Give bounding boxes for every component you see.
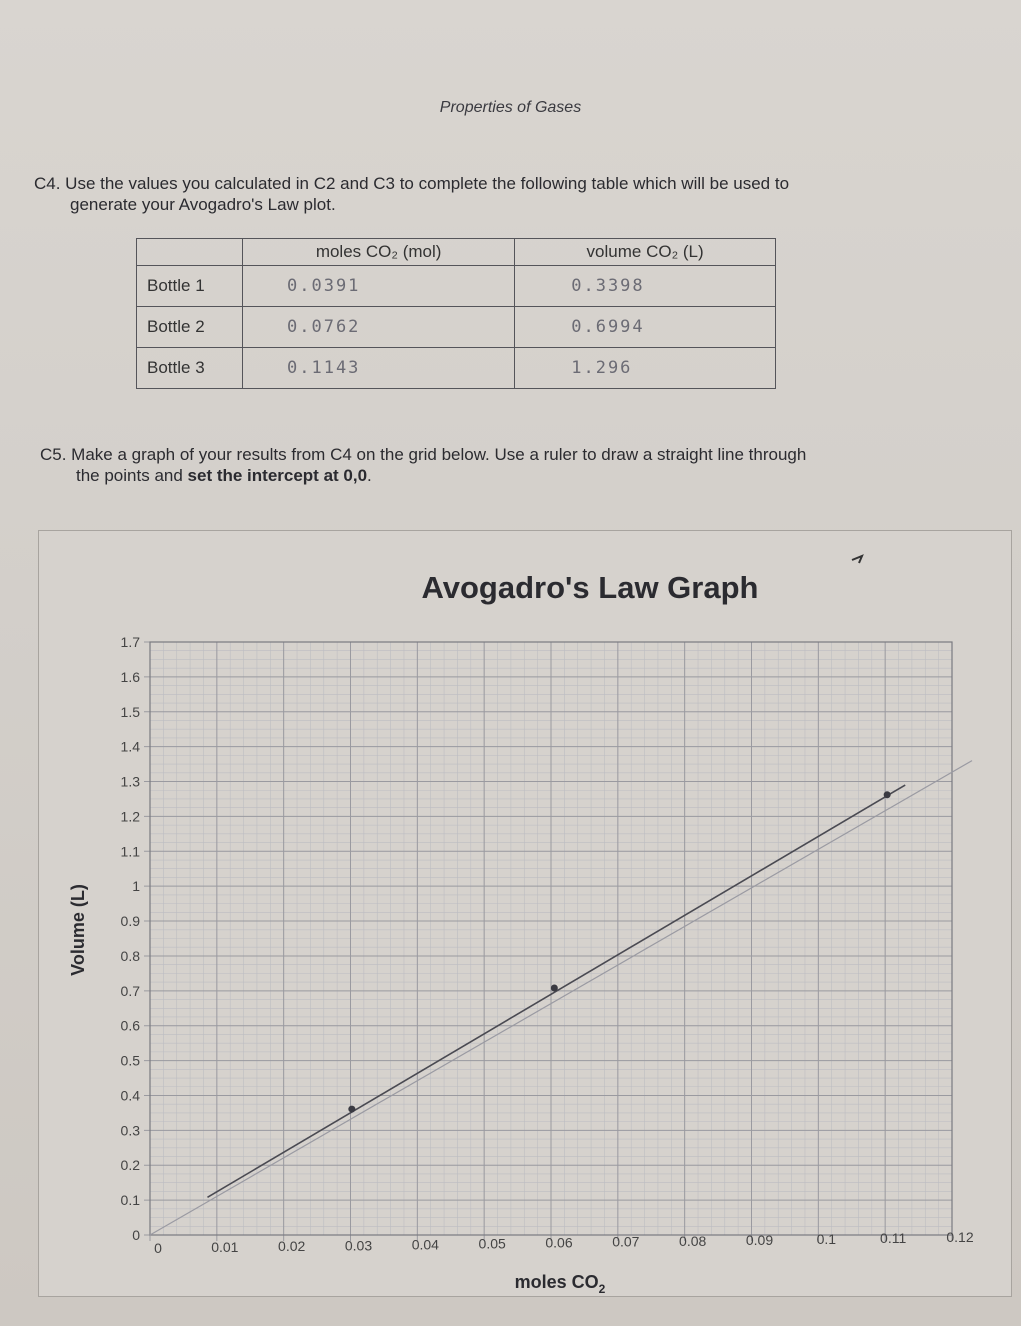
- x-tick-label: 0.12: [946, 1229, 974, 1246]
- x-tick-label: 0: [154, 1240, 162, 1256]
- y-tick-label: 0.5: [120, 1052, 140, 1069]
- question-c5-line2-pre: the points and: [76, 466, 188, 485]
- fit-lines: [150, 761, 972, 1235]
- chart-title: Avogadro's Law Graph: [421, 570, 759, 605]
- x-tick-label: 0.04: [411, 1236, 439, 1253]
- row-label: Bottle 2: [137, 307, 243, 348]
- y-tick-label: 0.8: [120, 947, 140, 964]
- question-c4-line2: generate your Avogadro's Law plot.: [70, 195, 336, 214]
- fit-line-faint: [150, 761, 972, 1235]
- data-point: [884, 791, 891, 798]
- y-tick-label: 1.4: [120, 738, 140, 755]
- y-tick-label: 0.6: [120, 1017, 140, 1034]
- y-tick-label: 0.3: [120, 1122, 140, 1139]
- y-tick-label: 0.4: [120, 1087, 140, 1104]
- volume-value: 0.6994: [515, 307, 776, 348]
- question-c5-line2-post: .: [367, 466, 372, 485]
- question-c5-emphasis: set the intercept at 0,0: [187, 466, 368, 485]
- y-tick-label: 1.1: [120, 843, 140, 860]
- question-c5-line1: C5. Make a graph of your results from C4 on the grid below. Use a ruler to draw a straight line through: [40, 445, 807, 464]
- x-tick-label: 0.01: [211, 1239, 239, 1256]
- y-tick-label: 1: [132, 878, 140, 895]
- moles-value: 0.0391: [243, 266, 515, 307]
- row-label: Bottle 1: [137, 266, 243, 307]
- row-label: Bottle 3: [137, 348, 243, 389]
- column-header-moles: moles CO₂ (mol): [243, 239, 515, 266]
- x-tick-labels: [154, 1229, 974, 1256]
- volume-value: 0.3398: [515, 266, 776, 307]
- y-tick-labels: [121, 634, 141, 1243]
- x-tick-label: 0.09: [745, 1231, 774, 1248]
- y-tick-label: 0: [132, 1227, 140, 1243]
- question-c4-line1: C4. Use the values you calculated in C2 and C3 to complete the following table which will be used to: [34, 174, 790, 193]
- moles-value: 0.1143: [243, 348, 515, 389]
- pencil-mark: [852, 556, 862, 563]
- x-tick-label: 0.11: [880, 1230, 907, 1247]
- x-tick-label: 0.1: [816, 1231, 837, 1247]
- moles-value: 0.0762: [243, 307, 515, 348]
- x-tick-label: 0.02: [278, 1238, 306, 1255]
- y-axis-label: Volume (L): [68, 884, 88, 976]
- data-point: [348, 1106, 355, 1113]
- grid-major: [144, 642, 952, 1241]
- x-axis-label-text: moles CO: [514, 1272, 599, 1292]
- x-tick-label: 0.05: [478, 1235, 506, 1252]
- y-tick-label: 0.1: [120, 1192, 140, 1209]
- x-axis-label-subscript: 2: [598, 1282, 606, 1296]
- x-tick-label: 0.06: [545, 1234, 573, 1251]
- x-tick-label: 0.08: [679, 1232, 707, 1249]
- x-tick-label: 0.07: [612, 1233, 640, 1250]
- y-tick-label: 1.7: [120, 634, 140, 650]
- volume-value: 1.296: [515, 348, 776, 389]
- y-tick-label: 1.2: [120, 808, 140, 825]
- page-header: Properties of Gases: [439, 99, 582, 116]
- data-point: [551, 985, 558, 992]
- y-tick-label: 1.6: [120, 668, 140, 685]
- data-points: [348, 791, 890, 1112]
- y-tick-label: 0.2: [120, 1157, 140, 1174]
- y-tick-label: 1.3: [120, 773, 140, 790]
- y-tick-label: 0.7: [120, 982, 140, 999]
- x-axis-label: [515, 1272, 606, 1296]
- y-tick-label: 0.9: [120, 913, 140, 930]
- y-tick-label: 1.5: [120, 703, 140, 720]
- column-header-volume: volume CO₂ (L): [515, 239, 776, 266]
- x-tick-label: 0.03: [344, 1237, 373, 1254]
